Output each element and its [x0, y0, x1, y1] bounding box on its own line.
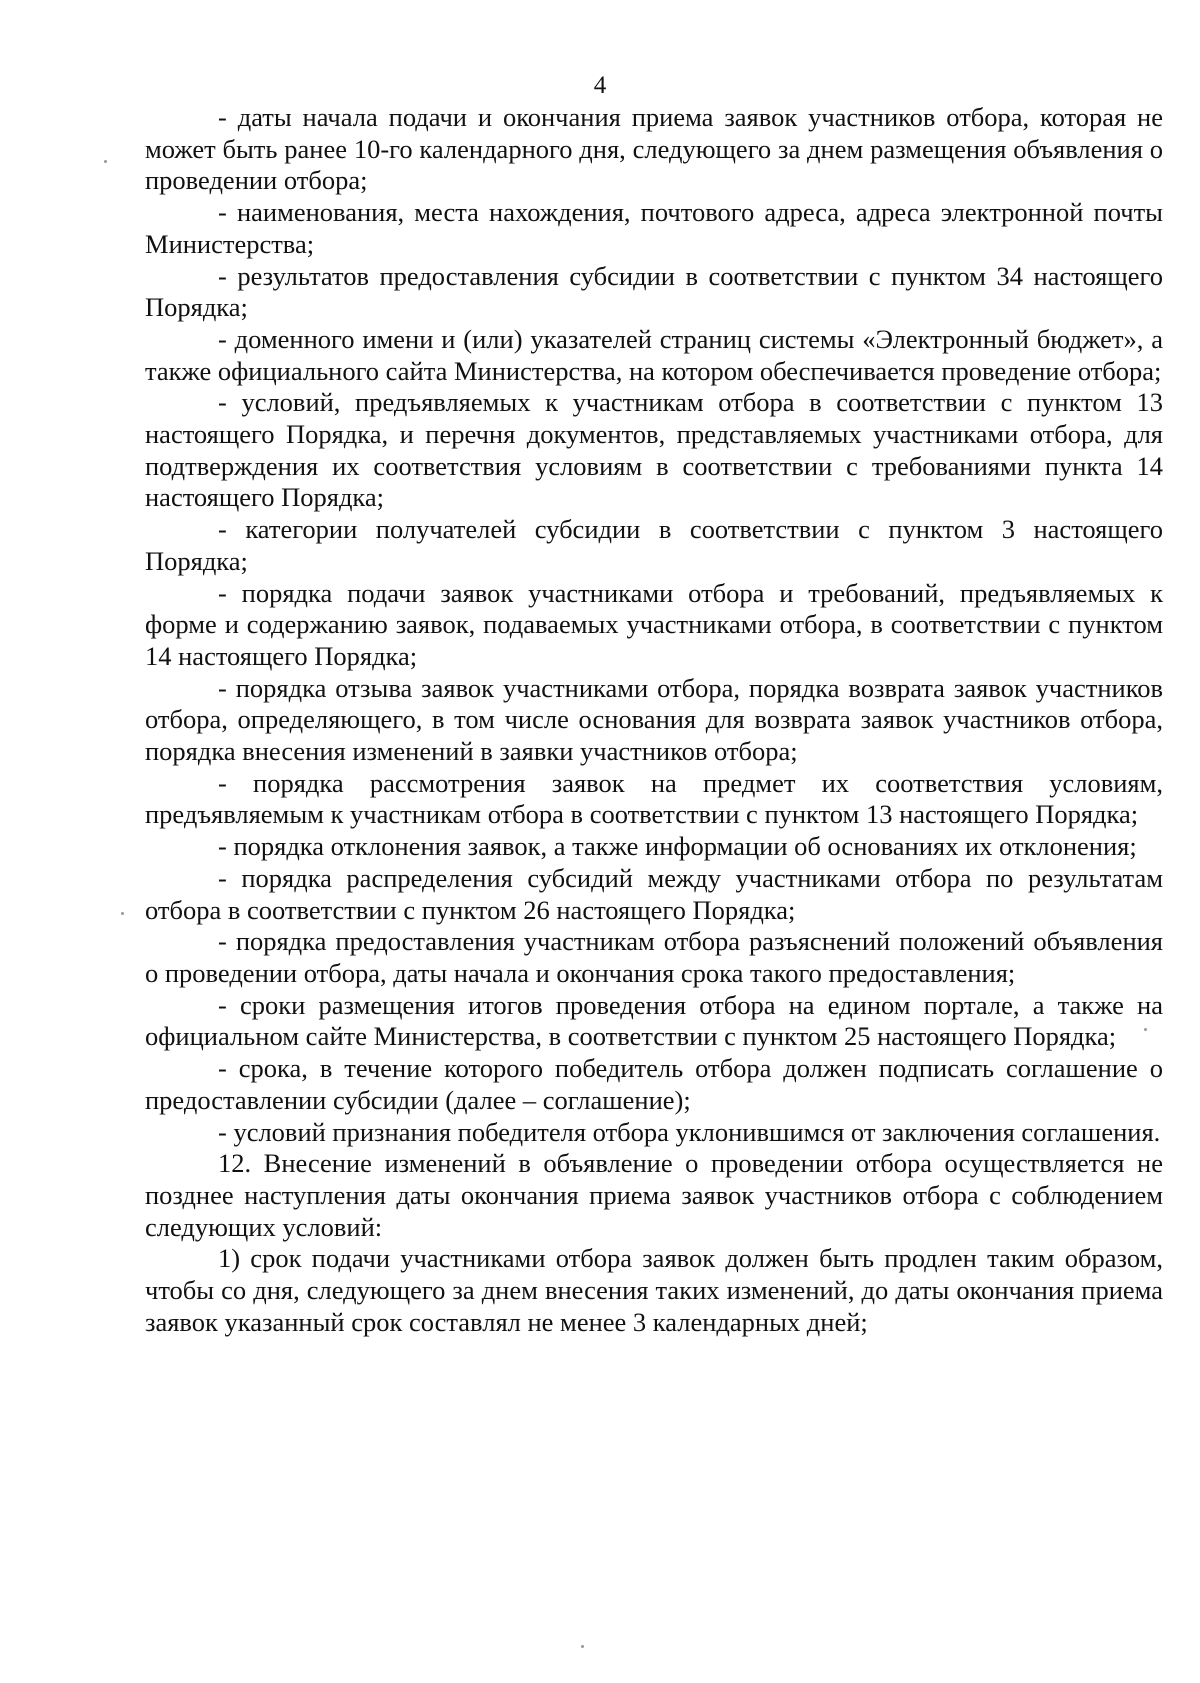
paragraph-participant-conditions: - условий, предъявляемых к участникам отбора в соответствии с пунктом 13 настоящего Порядка, и перечня документов, представляемых участниками отбора, для подтверждения их соответствия условиям в соответствии с требованиями пункта 14 настоящего Порядка; — [145, 387, 1163, 513]
scan-speck — [121, 912, 124, 915]
paragraph-evasion-conditions: - условий признания победителя отбора уклонившимся от заключения соглашения. — [218, 1116, 1161, 1147]
paragraph-submission-procedure: - порядка подачи заявок участниками отбора и требований, предъявляемых к форме и содержанию заявок, подаваемых участниками отбора, в соответствии с пунктом 14 настоящего Порядка; — [145, 577, 1163, 671]
paragraph-clarification-procedure: - порядка предоставления участникам отбора разъяснений положений объявления о проведении отбора, даты начала и окончания срока такого предоставления; — [145, 926, 1163, 988]
paragraph-subsidy-results: - результатов предоставления субсидии в соответствии с пунктом 34 настоящего Порядка; — [145, 260, 1163, 323]
paragraph-section-12-item-1: 1) срок подачи участниками отбора заявок должен быть продлен таким образом, чтобы со дня, следующего за днем внесения таких изменений, до даты окончания приема заявок указанный срок составлял не менее 3 календарных дней; — [145, 1243, 1163, 1337]
paragraph-recipient-categories: - категории получателей субсидии в соответствии с пунктом 3 настоящего Порядка; — [145, 514, 1163, 576]
scan-speck — [1144, 1028, 1147, 1031]
paragraph-ministry-contacts: - наименования, места нахождения, почтового адреса, адреса электронной почты Министерства; — [145, 197, 1163, 259]
paragraph-distribution-procedure: - порядка распределения субсидий между участниками отбора по результатам отбора в соответствии с пунктом 26 настоящего Порядка; — [145, 862, 1163, 925]
page-number: 4 — [593, 72, 607, 99]
scan-speck — [104, 160, 107, 163]
paragraph-review-procedure: - порядка рассмотрения заявок на предмет их соответствия условиям, предъявляемым к участникам отбора в соответствии с пунктом 13 настоящего Порядка; — [145, 767, 1163, 830]
document-body — [145, 102, 1163, 1338]
paragraph-results-publication: - сроки размещения итогов проведения отбора на едином портале, а также на официальном сайте Министерства, в соответствии с пунктом 25 настоящего Порядка; — [145, 989, 1163, 1052]
paragraph-withdrawal-procedure: - порядка отзыва заявок участниками отбора, порядка возврата заявок участников отбора, определяющего, в том числе основания для возврата заявок участников отбора, порядка внесения изменений в заявки участников отбора; — [145, 672, 1163, 767]
paragraph-rejection-procedure: - порядка отклонения заявок, а также информации об основаниях их отклонения; — [218, 831, 1137, 862]
scan-speck — [581, 1645, 584, 1648]
paragraph-application-dates: - даты начала подачи и окончания приема заявок участников отбора, которая не может быть ранее 10-го календарного дня, следующего за днем размещения объявления о проведении отбора; — [145, 102, 1163, 196]
paragraph-domain-name: - доменного имени и (или) указателей страниц системы «Электронный бюджет», а также официального сайта Министерства, на котором обеспечивается проведение отбора; — [145, 323, 1163, 386]
paragraph-section-12: 12. Внесение изменений в объявление о проведении отбора осуществляется не позднее наступления даты окончания приема заявок участников отбора с соблюдением следующих условий: — [145, 1148, 1163, 1242]
paragraph-agreement-deadline: - срока, в течение которого победитель отбора должен подписать соглашение о предоставлении субсидии (далее – соглашение); — [145, 1053, 1163, 1115]
